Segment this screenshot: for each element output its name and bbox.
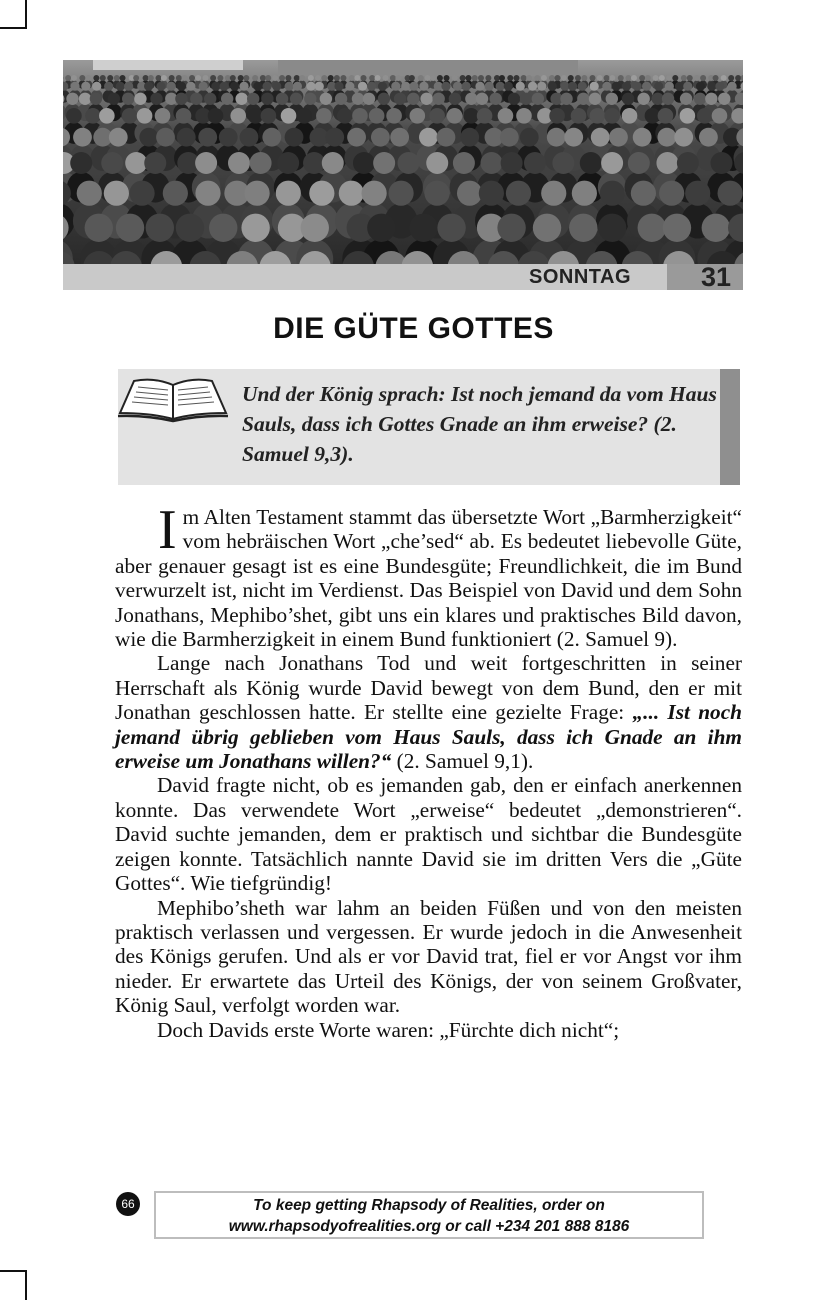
crop-mark-bottom-left-vertical	[25, 1270, 27, 1300]
paragraph-1	[115, 499, 742, 652]
footer-line-2: www.rhapsodyofrealities.org or call +234 201 888 8186	[228, 1218, 630, 1235]
crop-mark-bottom-left-horizontal	[0, 1270, 27, 1272]
crop-mark-top-left-vertical	[25, 0, 27, 29]
open-book-icon	[116, 373, 230, 428]
page-number: 66	[116, 1192, 140, 1216]
day-band	[63, 264, 743, 290]
footer-line-1: To keep getting Rhapsody of Realities, order on	[253, 1197, 605, 1214]
scripture-reference: (2. Samuel 9,1).	[391, 749, 534, 774]
verse-box-accent-bar	[720, 369, 740, 485]
paragraph-4: Mephibo’sheth war lahm an beiden Füßen und von den meisten praktisch verlassen und vergessen. Er wurde jedoch in die Anwesenheit des Königs gerufen. Und als er vor David trat, fiel er vor Angst vor ihm nieder. Er erwartete das Urteil des Königs, der von seinem Großvater, König Saul, verfolgt worden war.	[115, 895, 742, 1018]
footer-order-box	[154, 1191, 704, 1239]
scripture-quote: „... Ist noch jemand übrig geblieben vom Haus Sauls, dass ich Gnade an ihm erweise um Jonathans willen?“	[115, 700, 742, 774]
drop-cap: I	[158, 499, 177, 561]
verse-text: Und der König sprach: Ist noch jemand da vom Haus Sauls, dass ich Gottes Gnade an ihm erweise? (2. Samuel 9,3).	[242, 382, 717, 466]
day-number: 31	[700, 262, 731, 292]
header-photo	[63, 60, 743, 264]
paragraph-5: Doch Davids erste Worte waren: „Fürchte dich nicht“;	[157, 1017, 620, 1042]
page-title: DIE GÜTE GOTTES	[273, 312, 554, 345]
devotional-body	[115, 499, 742, 1042]
audience-photo-icon	[63, 60, 743, 264]
paragraph-1-text: m Alten Testament stammt das übersetzte Wort „Barmherzigkeit“ vom hebräischen Wort „che’sed“ ab. Es bedeutet liebevolle Güte, aber genauer gesagt ist es eine Bundesgüte; Freundlichkeit, die im Bund verwurzelt ist, nicht im Verdienst. Das Beispiel von David und dem Sohn Jonathans, Mephibo’shet, gibt uns ein klares und praktisches Bild davon, wie die Barmherzigkeit in einem Bund funktioniert (2. Samuel 9).	[115, 505, 742, 652]
paragraph-2-text: Lange nach Jonathans Tod und weit fortgeschritten in seiner Herrschaft als König wurde David bewegt von dem Bund, den er mit Jonathan geschlossen hatte. Er stellte eine gezielte Frage:	[115, 651, 742, 725]
day-name: SONNTAG	[528, 266, 631, 288]
paragraph-2	[115, 651, 742, 773]
crop-mark-top-left-horizontal	[0, 27, 27, 29]
paragraph-3: David fragte nicht, ob es jemanden gab, den er einfach anerkennen konnte. Das verwendete Wort „erweise“ bedeutet „demonstrieren“. David suchte jemanden, dem er praktisch und sichtbar die Bundesgüte zeigen konnte. Tatsächlich nannte David sie im dritten Vers die „Güte Gottes“. Wie tiefgründig!	[115, 773, 742, 896]
